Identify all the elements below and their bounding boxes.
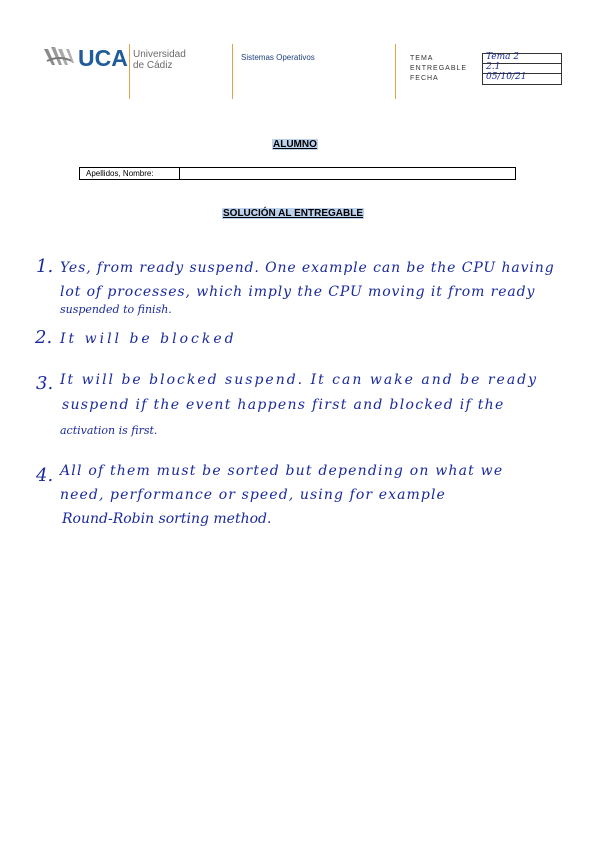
university-name <box>133 49 186 71</box>
subject-name: Sistemas Operativos <box>241 53 315 62</box>
answer-3-line-1: It will be blocked suspend. It can wake and be ready <box>60 372 539 388</box>
university-name-line1: Universidad <box>133 49 186 60</box>
label-entregable: ENTREGABLE <box>410 65 468 72</box>
header-divider <box>232 44 233 99</box>
name-table <box>79 167 516 180</box>
university-name-line2: de Cádiz <box>133 60 173 71</box>
header-divider <box>395 44 396 99</box>
answer-3-number: 3. <box>36 373 54 394</box>
answer-2-number: 2. <box>35 327 53 348</box>
value-tema: Tema 2 <box>486 52 520 62</box>
alumno-title: ALUMNO <box>273 139 317 150</box>
answer-3-line-2: suspend if the event happens first and blocked if the <box>62 397 505 413</box>
value-cell-fecha <box>483 74 561 84</box>
answer-4-number: 4. <box>36 465 54 486</box>
header-labels <box>410 54 467 84</box>
label-fecha: FECHA <box>410 75 439 82</box>
logo-text: UCA <box>78 45 128 71</box>
solution-title: SOLUCIÓN AL ENTREGABLE <box>223 208 364 219</box>
answer-1-number: 1. <box>36 256 54 277</box>
value-entregable: 2.1 <box>486 62 501 72</box>
answer-4-line-2: need, performance or speed, using for example <box>60 487 446 503</box>
answer-3-line-3: activation is first. <box>60 424 158 437</box>
header-values-box <box>482 53 562 85</box>
answer-4-line-1: All of them must be sorted but depending on what we <box>60 463 504 479</box>
header-divider <box>129 44 130 99</box>
answer-1-line-2: lot of processes, which imply the CPU moving it from ready <box>60 284 536 300</box>
answer-1-line-1: Yes, from ready suspend. One example can be the CPU having <box>60 260 555 276</box>
answer-1-line-3: suspended to finish. <box>60 303 172 316</box>
value-fecha: 05/10/21 <box>486 72 527 82</box>
answer-2-line-1: It will be blocked <box>60 331 237 347</box>
university-logo-icon <box>42 43 76 71</box>
answer-4-line-3: Round-Robin sorting method. <box>62 511 272 527</box>
label-tema: TEMA <box>410 55 434 62</box>
name-label: Apellidos, Nombre: <box>80 168 180 179</box>
